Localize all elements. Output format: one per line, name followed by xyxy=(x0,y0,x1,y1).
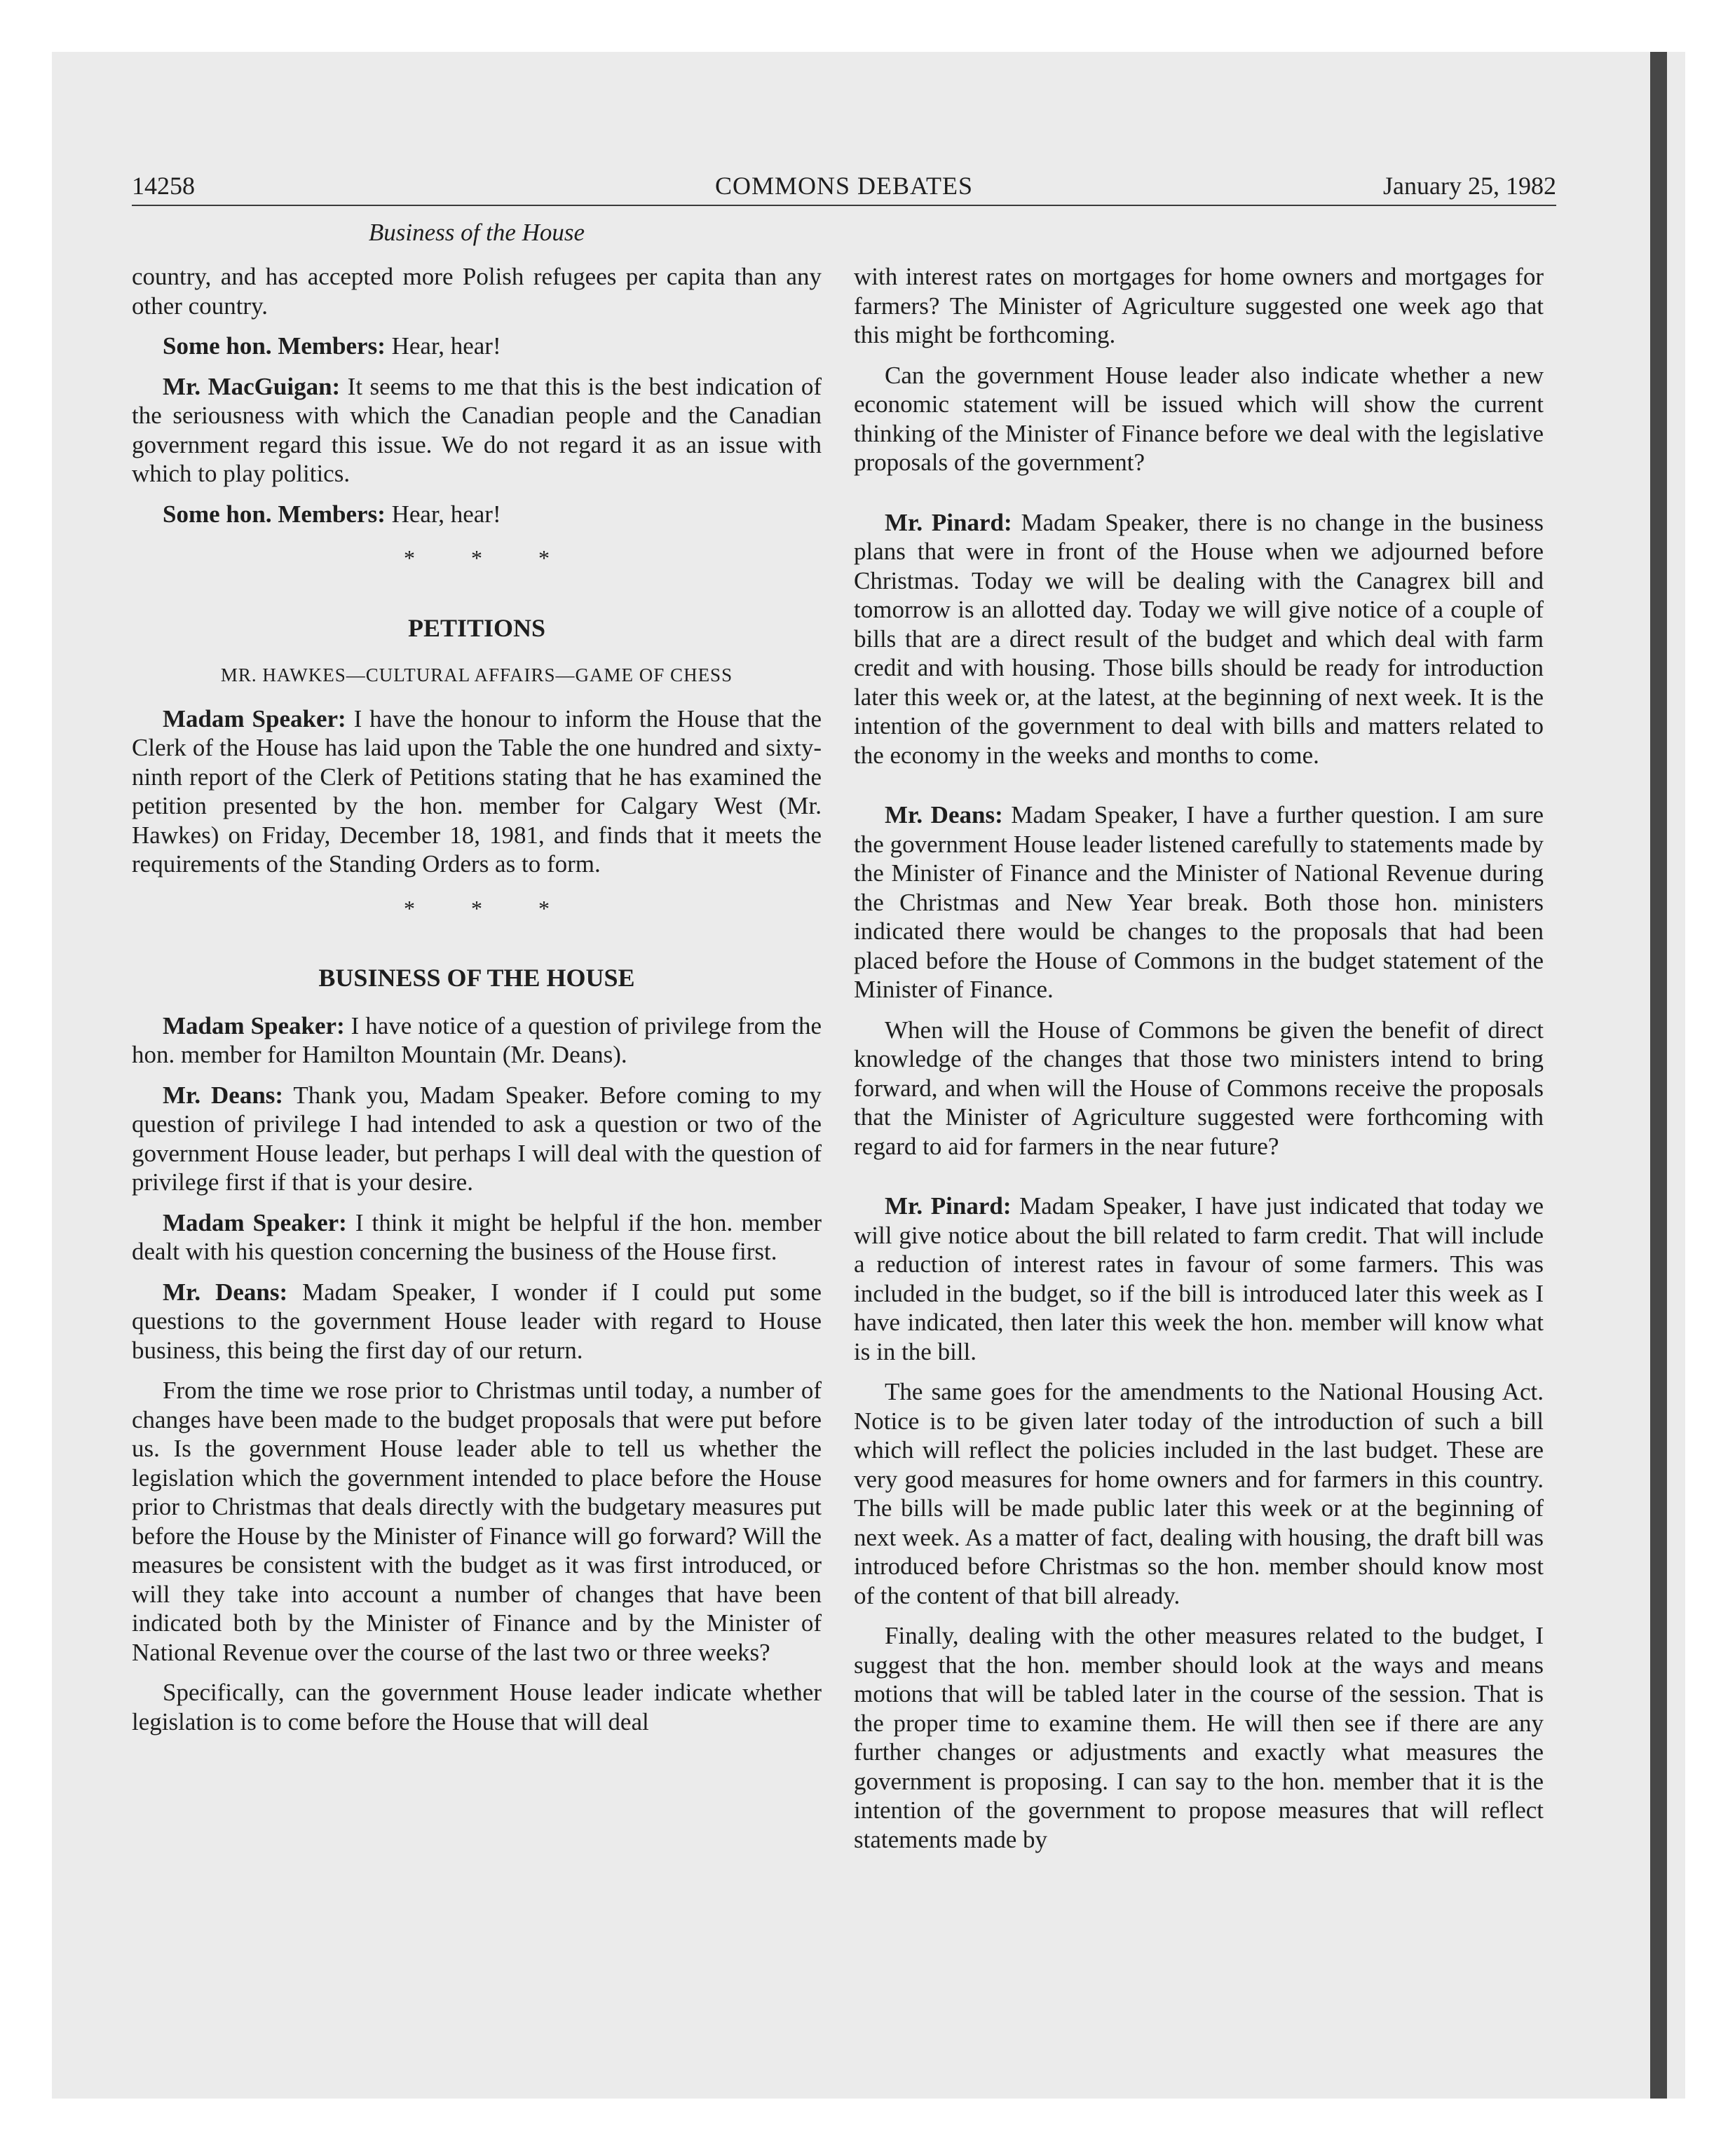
speech-text: Madam Speaker, I have just indicated that today we will give notice about the bill related to farm credit. That will include a reduction of interest rates in favour of some farmers. This was included in the budget, so if the bill is introduced later this week as I have indicated, then later this week the hon. member will know what is in the bill. xyxy=(854,1192,1544,1365)
speech-text: I have notice of a question of privilege from the hon. member for Hamilton Mountain (Mr. Deans). xyxy=(132,1011,822,1068)
paragraph: When will the House of Commons be given the benefit of direct knowledge of the changes that those two ministers intend to bring forward, and when will the House of Commons receive the proposals that the Minister of Agriculture suggested were forthcoming with regard to aid for farmers in the near future? xyxy=(854,1016,1544,1160)
speaker-name: Mr. MacGuigan: xyxy=(163,372,341,400)
speaker-name: Some hon. Members: xyxy=(163,332,386,360)
speaker-name: Some hon. Members: xyxy=(163,500,386,528)
section-subheading: MR. HAWKES—CULTURAL AFFAIRS—GAME OF CHESS xyxy=(220,664,733,685)
paragraph xyxy=(132,332,822,361)
running-head: Business of the House xyxy=(368,219,585,246)
left-column xyxy=(132,262,822,1747)
paragraph xyxy=(854,800,1544,1004)
paragraph xyxy=(132,704,822,879)
paragraph xyxy=(132,1208,822,1267)
right-column xyxy=(854,262,1544,1865)
paragraph: with interest rates on mortgages for home owners and mortgages for farmers? The Minister of Agriculture suggested one week ago that this might be forthcoming. xyxy=(854,263,1544,348)
speech-text: Madam Speaker, I wonder if I could put some questions to the government House leader with regard to House business, this being the first day of our return. xyxy=(132,1278,822,1364)
publication-title: COMMONS DEBATES xyxy=(714,172,974,200)
speech-text: It seems to me that this is the best indication of the seriousness with which the Canadian people and the Canadian government regard this issue. We do not regard it as an issue with which to play politics. xyxy=(132,372,822,487)
speaker-name: Madam Speaker: xyxy=(163,1208,347,1236)
speech-text: Thank you, Madam Speaker. Before coming to my question of privilege I had intended to ask a question or two of the government House leader, but perhaps I will deal with the question of privilege first if that is your desire. xyxy=(132,1081,822,1196)
paragraph xyxy=(854,508,1544,770)
paragraph xyxy=(132,500,822,529)
paragraph: From the time we rose prior to Christmas until today, a number of changes have been made to the budget proposals that were put before us. Is the government House leader able to tell us whether the legislation which the government intended to place before the House prior to Christmas that deals directly with the budgetary measures put before the House by the Minister of Finance will go forward? Will the measures be consistent with the budget as it was first introduced, or will they take into account a number of changes that have been indicated both by the Minister of Finance and by the Minister of National Revenue over the course of the last two or three weeks? xyxy=(132,1377,822,1666)
speech-text: Hear, hear! xyxy=(385,332,501,360)
section-divider: * * * xyxy=(404,895,575,921)
speaker-name: Madam Speaker: xyxy=(163,704,346,732)
speech-text: Madam Speaker, there is no change in the business plans that were in front of the House when we adjourned before Christmas. Today we will be dealing with the Canagrex bill and tomorrow is an allotted day. Today we will give notice of a couple of bills that are a direct result of the budget and which deal with farm credit and with housing. Those bills should be ready for introduction later this week or, at the latest, at the beginning of next week. It is the intention of the government to deal with bills and matters related to the economy in the weeks and months to come. xyxy=(854,508,1544,769)
speech-text: Madam Speaker, I have a further question. I am sure the government House leader listened carefully to statements made by the Minister of Finance and the Minister of National Revenue during the Christmas and New Year break. Both those hon. ministers indicated there would be changes to the proposals that had been placed before the House of Commons in the budget statement of the Minister of Finance. xyxy=(854,801,1544,1003)
speaker-name: Mr. Pinard: xyxy=(885,1192,1012,1220)
speaker-name: Mr. Deans: xyxy=(163,1278,288,1306)
speech-text: I have the honour to inform the House that the Clerk of the House has laid upon the Table the one hundred and sixty-ninth report of the Clerk of Petitions stating that he has examined the petition presented by the hon. member for Calgary West (Mr. Hawkes) on Friday, December 18, 1981, and finds that it meets the requirements of the Standing Orders as to form. xyxy=(132,704,822,878)
speaker-name: Mr. Deans: xyxy=(885,801,1003,828)
page-date: January 25, 1982 xyxy=(1383,172,1556,200)
speech-text: I think it might be helpful if the hon. member dealt with his question concerning the business of the House first. xyxy=(132,1208,822,1265)
section-divider: * * * xyxy=(404,545,575,571)
speaker-name: Mr. Deans: xyxy=(163,1081,284,1109)
paragraph: Specifically, can the government House leader indicate whether legislation is to come before the House that will deal xyxy=(132,1679,822,1735)
page-header xyxy=(132,171,1556,206)
paragraph xyxy=(854,1192,1544,1366)
section-heading: BUSINESS OF THE HOUSE xyxy=(318,964,635,992)
speaker-name: Madam Speaker: xyxy=(163,1011,345,1039)
paragraph: Can the government House leader also indicate whether a new economic statement will be issued which will show the current thinking of the Minister of Finance before we deal with the legislative proposals of the government? xyxy=(854,361,1544,476)
paragraph: country, and has accepted more Polish refugees per capita than any other country. xyxy=(132,263,822,320)
speaker-name: Mr. Pinard: xyxy=(885,508,1012,536)
section-heading: PETITIONS xyxy=(407,613,546,642)
paragraph xyxy=(132,1081,822,1197)
page-number: 14258 xyxy=(132,172,195,200)
speech-text: Hear, hear! xyxy=(385,500,501,528)
paragraph: The same goes for the amendments to the National Housing Act. Notice is to be given later today of the introduction of such a bill which will reflect the policies included in the last budget. These are very good measures for home owners and for farmers in this country. The bills will be made public later this week or at the beginning of next week. As a matter of fact, dealing with housing, the draft bill was introduced before Christmas so the hon. member should know most of the content of that bill already. xyxy=(854,1378,1544,1609)
page-spine-shadow xyxy=(1650,52,1667,2099)
paragraph xyxy=(132,1011,822,1070)
paragraph xyxy=(132,1278,822,1365)
paragraph: Finally, dealing with the other measures related to the budget, I suggest that the hon. member should look at the ways and means motions that will be tabled later in the course of the session. That is the proper time to examine them. He will then see if there are any further changes or adjustments and exactly what measures the government is proposing. I can say to the hon. member that it is the intention of the government to propose measures that will reflect statements made by xyxy=(854,1622,1544,1853)
paragraph xyxy=(132,372,822,489)
